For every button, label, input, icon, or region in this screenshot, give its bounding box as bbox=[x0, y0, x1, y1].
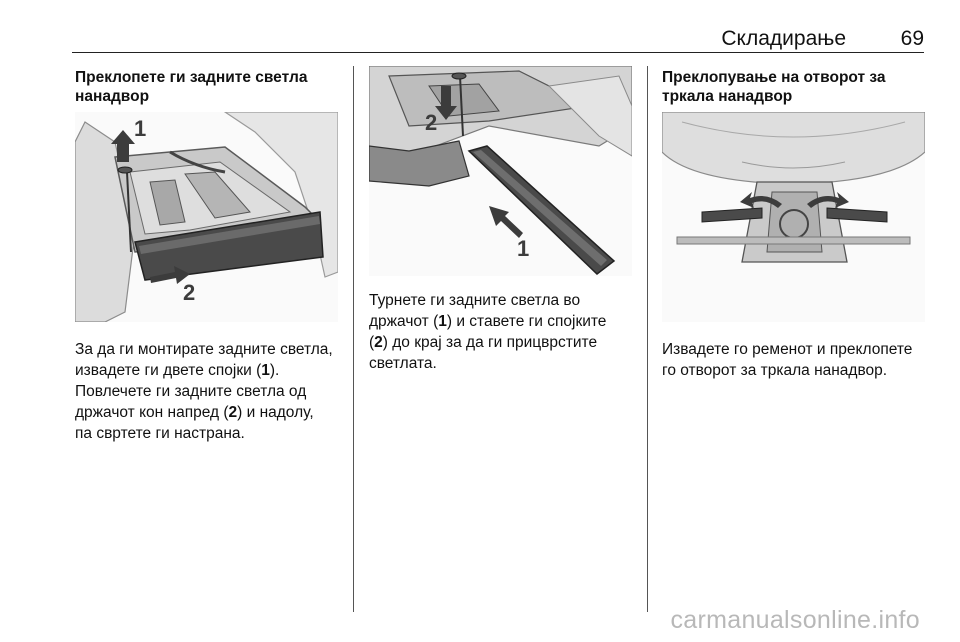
col3-illustration bbox=[662, 112, 925, 322]
column-divider-2 bbox=[647, 66, 648, 612]
col1-p1-line4-ref: 2 bbox=[228, 404, 238, 421]
col2-paragraph bbox=[369, 290, 644, 374]
col2-figure-label-2: 2 bbox=[425, 110, 438, 135]
col2-p1-line4: светлата. bbox=[369, 355, 437, 372]
col3-p1-line1: Извадете го ременот и преклопете bbox=[662, 341, 913, 358]
col1-p1-line2-post: ). bbox=[269, 362, 280, 379]
header-rule bbox=[72, 52, 924, 53]
col1-p1-line2-ref: 1 bbox=[261, 362, 270, 379]
col2-p1-line2-pre: држачот ( bbox=[369, 313, 439, 330]
col3-illustration-svg bbox=[662, 112, 925, 322]
col3-paragraph bbox=[662, 339, 937, 381]
col2-figure-label-1: 1 bbox=[517, 236, 530, 261]
col1-p1-line4-pre: држачот кон напред ( bbox=[75, 404, 229, 421]
col1-p1-line2-pre: извадете ги двете спојки ( bbox=[75, 362, 262, 379]
col3-heading bbox=[662, 68, 932, 106]
col1-p1-line1: За да ги монтирате задните светла, bbox=[75, 341, 333, 358]
col1-heading-line2: нанадвор bbox=[75, 88, 150, 105]
col1-illustration bbox=[75, 112, 338, 322]
col1-p1-line3: Повлечете ги задните светла од bbox=[75, 383, 307, 400]
col2-p1-line3-ref: 2 bbox=[374, 334, 383, 351]
col3-heading-line2: тркала нанадвор bbox=[662, 88, 793, 105]
col2-p1-line2-ref: 1 bbox=[438, 313, 447, 330]
col2-p1-line3-pre: ( bbox=[369, 334, 375, 351]
col2-illustration bbox=[369, 66, 632, 276]
col1-p1-line5: па свртете ги настрана. bbox=[75, 425, 245, 442]
col1-paragraph bbox=[75, 339, 350, 444]
col2-p1-line3-post: ) до крај за да ги прицврстите bbox=[382, 334, 598, 351]
column-divider-1 bbox=[353, 66, 354, 612]
watermark: carmanualsonline.info bbox=[670, 606, 920, 634]
col1-heading-line1: Преклопете ги задните светла bbox=[75, 69, 308, 86]
col3-p1-line2: го отворот за тркала нанадвор. bbox=[662, 362, 888, 379]
col1-heading bbox=[75, 68, 345, 106]
col2-p1-line1: Турнете ги задните светла во bbox=[369, 292, 581, 309]
col2-illustration-svg bbox=[369, 66, 632, 276]
page-number: 69 bbox=[900, 27, 924, 50]
col1-figure-label-1: 1 bbox=[134, 116, 147, 141]
col1-figure-label-2: 2 bbox=[183, 280, 196, 305]
col2-p1-line2-post: ) и ставете ги спојките bbox=[446, 313, 607, 330]
col1-p1-line4-post: ) и надолу, bbox=[237, 404, 314, 421]
col1-illustration-svg bbox=[75, 112, 338, 322]
col3-heading-line1: Преклопување на отворот за bbox=[662, 69, 886, 86]
section-title: Складирање bbox=[721, 27, 846, 50]
